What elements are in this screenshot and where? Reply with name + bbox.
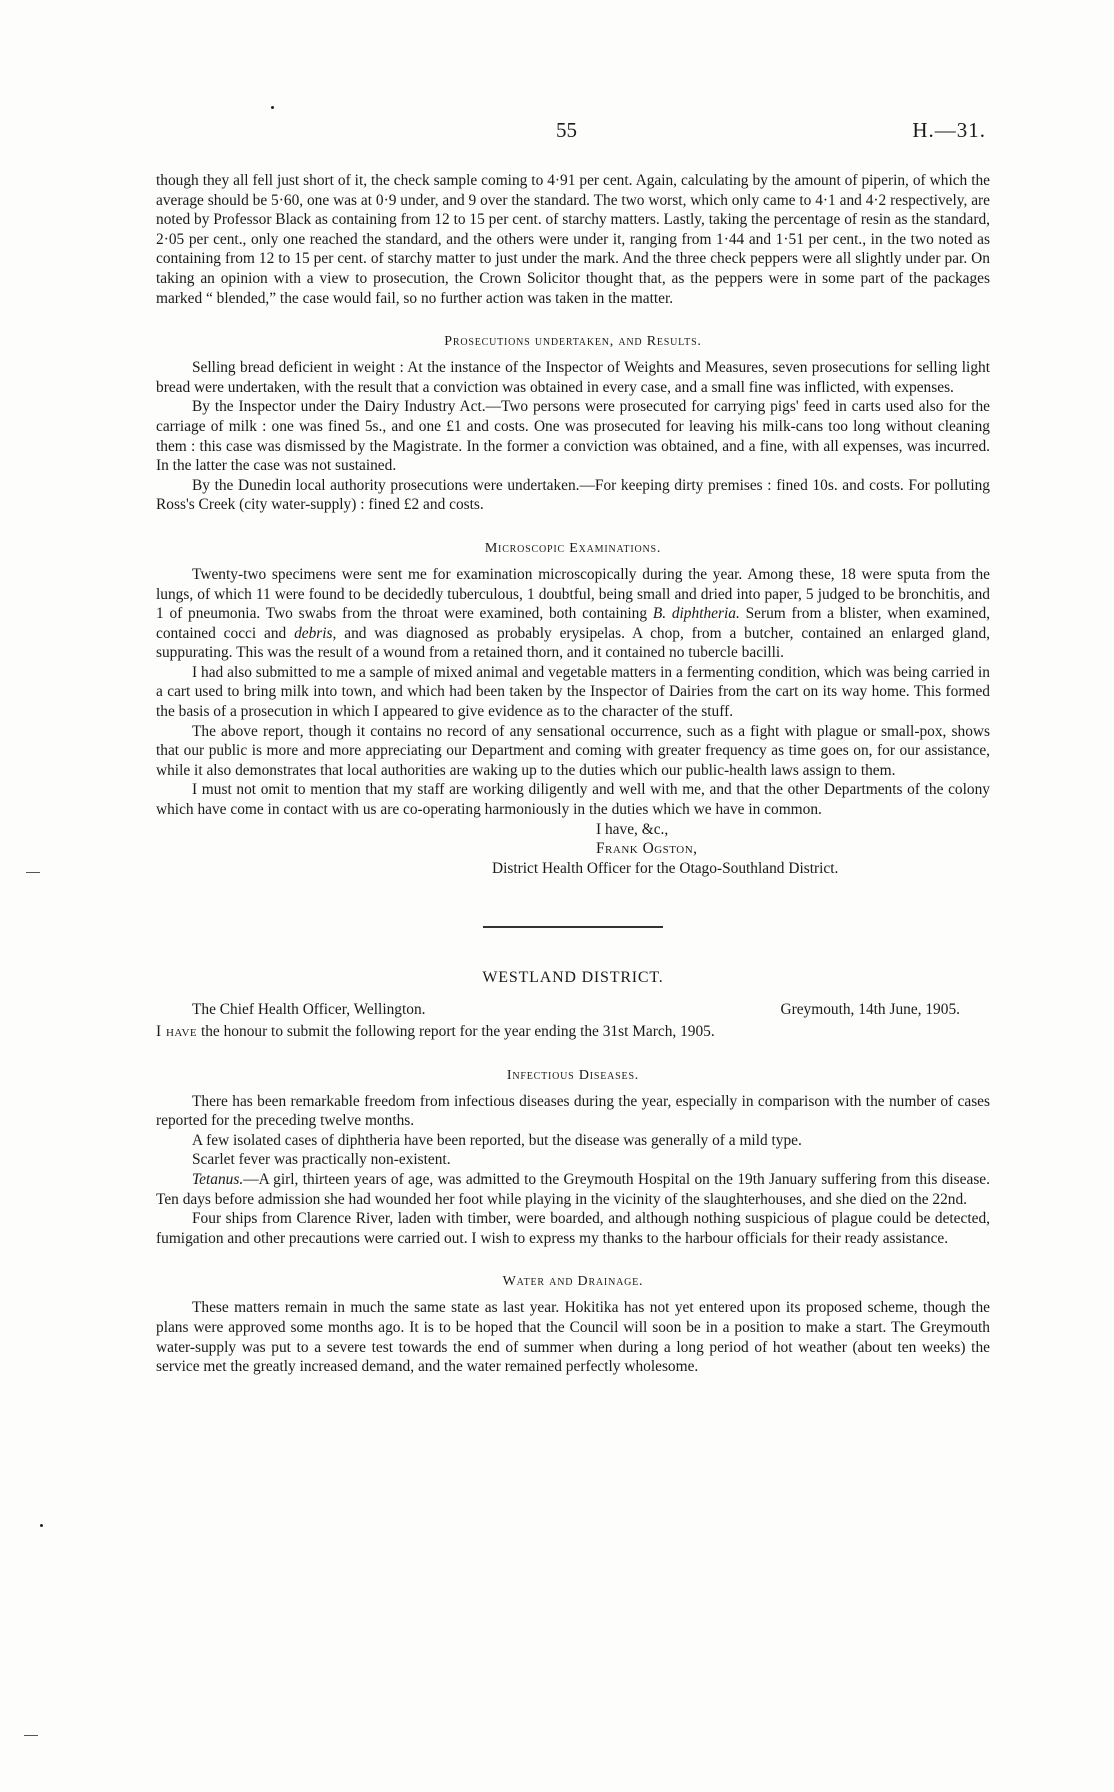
paragraph: [156, 565, 990, 663]
address-line: [156, 1000, 990, 1022]
text-run: —A girl, thirteen years of age, was admitted to the Greymouth Hospital on the 19th January suffering from this disease. Ten days before admission she had wounded her foot while playing in the vicinity of the slaughterhouses, and she died on the 22nd.: [156, 1170, 990, 1208]
closing: I have, &c.,: [596, 820, 669, 838]
italic-label: Tetanus.: [192, 1170, 244, 1188]
paragraph: Four ships from Clarence River, laden with timber, were boarded, and although nothing suspicious of plague could be detected, fumigation and other precautions were carried out. I wish to express my thanks to the harbour officials for their ready assistance.: [156, 1210, 990, 1247]
italic-text: debris,: [294, 624, 337, 642]
italic-text: B. diphtheria.: [652, 605, 740, 623]
paragraph: Selling bread deficient in weight : At the instance of the Inspector of Weights and Measures, seven prosecutions for selling light bread were undertaken, with the result that a conviction was obtained in every case, and a small fine was inflicted, with expenses.: [156, 359, 990, 396]
page-number: 55: [556, 118, 577, 142]
intro-paragraph: [156, 1022, 990, 1042]
section-heading-microscopic: Microscopic Examinations.: [484, 540, 662, 556]
text-run: Twenty-two specimens were sent me for examination microscopically during the year. Among these, 18 were sputa from the lungs, of which 11 were found to be decidedly tuberculous, 1 doubtful, being small and dried into paper, 5 judged to be bronchitis, and 1 of pneumonia. Two swabs from the throat were examined, both containing: [156, 565, 990, 623]
page-header: [0, 118, 1114, 148]
section-heading-infectious: Infectious Diseases.: [506, 1067, 640, 1083]
body-text: [156, 171, 990, 1377]
stray-dot: [40, 1524, 43, 1527]
paragraph: Scarlet fever was practically non-existent.: [192, 1151, 451, 1169]
stray-dot: [271, 106, 274, 109]
signatory-title: District Health Officer for the Otago-Southland District.: [492, 859, 839, 877]
paragraph: These matters remain in much the same state as last year. Hokitika has not yet entered upon its proposed scheme, though the plans were approved some months ago. It is to be hoped that the Council will soon be in a position to make a start. The Greymouth water-supply was put to a severe test towards the end of summer when during a long period of hot weather (about ten weeks) the service met the greatly increased demand, and the water remained perfectly wholesome.: [156, 1299, 990, 1376]
intro-lead: I have: [156, 1023, 198, 1040]
place-date: Greymouth, 14th June, 1905.: [780, 1001, 960, 1018]
continuation-paragraph: though they all fell just short of it, the check sample coming to 4·91 per cent. Again, calculating by the amount of piperin, of which the average should be 5·60, one was at 0·9 under, and 9 over the standard. The two worst, which only came to 4·1 and 4·2 respectively, are noted by Professor Black as containing from 12 to 15 per cent. of starchy matters. Lastly, taking the percentage of resin as the standard, 2·05 per cent., only one reached the standard, and the others were under it, ranging from 1·44 and 1·51 per cent., in the two noted as containing from 12 to 15 per cent. of starchy matter to just under the mark. And the three check peppers were all slightly under par. On taking an opinion with a view to prosecution, the Crown Solicitor thought that, as the peppers were in some part of the packages marked “ blended,” the case would fail, so no further action was taken in the matter.: [156, 172, 990, 307]
paragraph: There has been remarkable freedom from infectious diseases during the year, especially in comparison with the number of cases reported for the preceding twelve months.: [156, 1092, 990, 1130]
text-run: the honour to submit the following report for the year ending the 31st March, 1905.: [197, 1023, 715, 1040]
paragraph: A few isolated cases of diphtheria have been reported, but the disease was generally of a mild type.: [192, 1131, 802, 1149]
paragraph: [156, 1170, 990, 1209]
edge-mark: [24, 1735, 38, 1736]
signature-block: [156, 820, 990, 879]
edge-mark: [26, 872, 40, 873]
addressee: The Chief Health Officer, Wellington.: [192, 1001, 426, 1018]
section-heading-prosecutions: Prosecutions undertaken, and Results.: [444, 334, 702, 350]
section-heading-water: Water and Drainage.: [502, 1274, 644, 1290]
paragraph: The above report, though it contains no record of any sensational occurrence, such as a fight with plague or small-pox, shows that our public is more and more appreciating our Department and coming with greater frequency as time goes on, for our assistance, while it also demonstrates that local authorities are waking up to the duties which our public-health laws assign to them.: [156, 722, 990, 779]
paragraph: I must not omit to mention that my staff are working diligently and well with me, and that the other Departments of the colony which have come in contact with us are co-operating harmoniously in the duties which we have in common.: [156, 781, 990, 819]
section-divider: [483, 926, 663, 928]
district-title: WESTLAND DISTRICT.: [482, 969, 664, 987]
document-code: H.—31.: [912, 118, 986, 142]
paragraph: By the Dunedin local authority prosecutions were undertaken.—For keeping dirty premises : fined 10s. and costs. For polluting Ross's Creek (city water-supply) : fined £2 and costs.: [156, 476, 990, 514]
text-run: Serum from a blister, when examined, contained cocci and: [156, 605, 990, 642]
signatory-name: Frank Ogston,: [596, 840, 698, 858]
paragraph: I had also submitted to me a sample of mixed animal and vegetable matters in a fermenting condition, which was being carried in a cart used to bring milk into town, and which had been taken by the Inspector of Dairies from the cart on its way home. This formed the basis of a prosecution in which I appeared to give evidence as to the character of the stuff.: [156, 663, 990, 721]
paragraph: By the Inspector under the Dairy Industry Act.—Two persons were prosecuted for carrying pigs' feed in carts used also for the carriage of milk : one was fined 5s., and one £1 and costs. One was prosecuted for leaving his milk-cans too long without cleaning them : this case was dismissed by the Magistrate. In the former a conviction was obtained, and a fine, with all expenses, was incurred. In the latter the case was not sustained.: [156, 398, 990, 475]
text-run: and was diagnosed as probably erysipelas. A chop, from a butcher, contained an enlarged gland, suppurating. This was the result of a wound from a retained thorn, and it contained no tubercle bacilli.: [156, 624, 990, 662]
